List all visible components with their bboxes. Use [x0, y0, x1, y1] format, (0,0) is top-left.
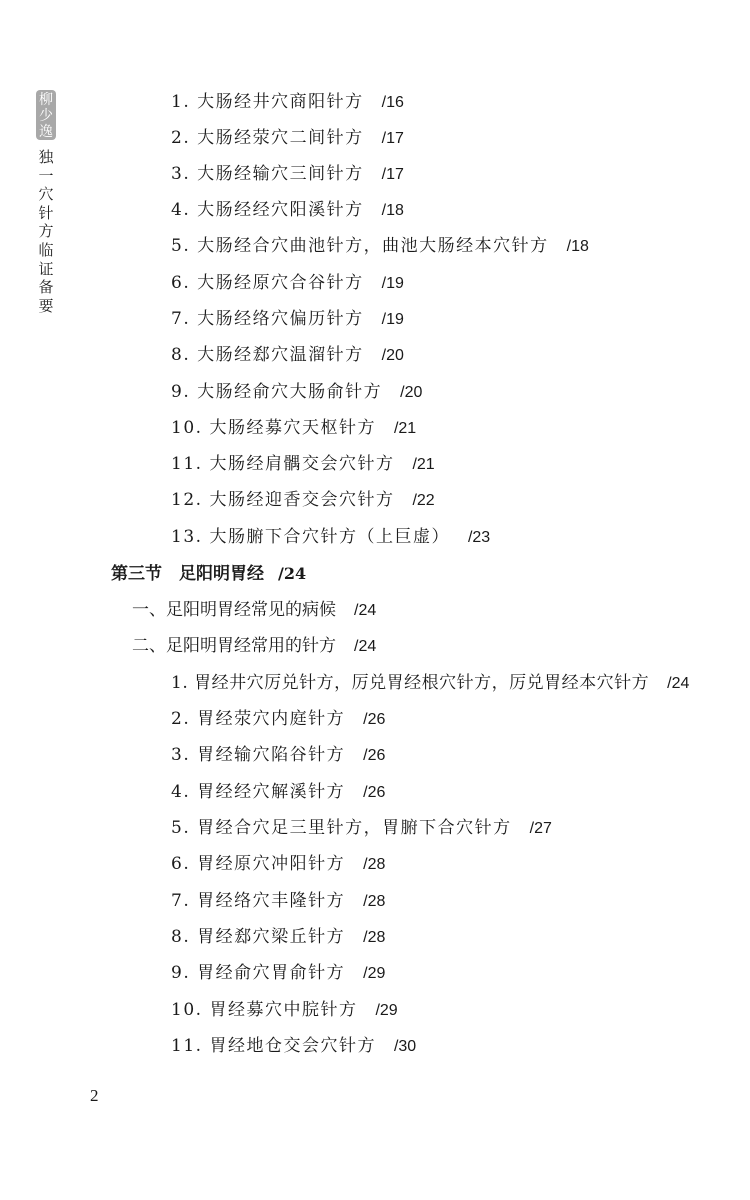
toc-entry[interactable]: [171, 1035, 416, 1058]
toc-entry-text: 5. 大肠经合穴曲池针方，曲池大肠经本穴针方: [171, 236, 549, 256]
toc-entry-text: 1. 大肠经井穴商阳针方: [171, 92, 364, 112]
toc-entry-page: /16: [381, 94, 404, 111]
toc-entry-page: /20: [400, 384, 423, 401]
toc-entry-text: 8. 胃经郄穴梁丘针方: [171, 927, 346, 947]
toc-subsection-page: /24: [354, 638, 377, 655]
toc-entry-page: /27: [529, 820, 552, 837]
toc-entry-page: /23: [467, 529, 491, 546]
toc-entry-text: 6. 胃经原穴冲阳针方: [171, 854, 346, 874]
toc-entry[interactable]: [171, 781, 385, 804]
toc-entry-text: 7. 大肠经络穴偏历针方: [171, 309, 364, 329]
toc-entry-text: 9. 胃经俞穴胃俞针方: [171, 963, 346, 983]
toc-entry-page: /28: [363, 856, 386, 873]
toc-subsection-page: /24: [354, 602, 377, 619]
toc-entry[interactable]: [171, 890, 385, 913]
toc-entry[interactable]: [171, 344, 404, 367]
toc-entry[interactable]: [171, 526, 490, 549]
toc-entry-page: /19: [381, 311, 404, 328]
toc-entry-page: /29: [375, 1002, 398, 1019]
toc-entry-page: /21: [412, 456, 435, 473]
toc-entry[interactable]: [171, 235, 589, 258]
toc-entry[interactable]: [171, 672, 689, 695]
toc-section-title: 第三节 足阳明胃经: [111, 564, 264, 584]
toc-entry-text: 3. 胃经输穴陷谷针方: [171, 745, 346, 765]
toc-entry-text: 9. 大肠经俞穴大肠俞针方: [171, 382, 383, 402]
toc-entry[interactable]: [171, 999, 398, 1022]
toc-entry[interactable]: [171, 127, 404, 150]
toc-entry-text: 2. 大肠经荥穴二间针方: [171, 128, 364, 148]
toc-entry-page: /18: [381, 202, 404, 219]
book-title-vertical: 独一穴针方临证备要: [38, 148, 54, 315]
toc-entry-text: 4. 大肠经经穴阳溪针方: [171, 200, 364, 220]
toc-entry[interactable]: [171, 744, 385, 767]
page-number: 2: [90, 1086, 99, 1105]
toc-entry-page: /29: [363, 965, 386, 982]
toc-entry-text: 11. 胃经地仓交会穴针方: [171, 1036, 376, 1056]
toc-entry-page: /22: [412, 492, 435, 509]
toc-entry[interactable]: [171, 381, 422, 404]
toc-entry-page: /17: [381, 130, 404, 147]
toc-entry-page: /19: [381, 275, 404, 292]
author-seal: 柳少逸: [36, 90, 56, 140]
toc-entry-page: /28: [363, 893, 386, 910]
toc-entry[interactable]: [171, 308, 404, 331]
toc-entry[interactable]: [171, 926, 385, 949]
toc-entry-page: /24: [667, 675, 690, 692]
toc-entry-page: /26: [363, 747, 386, 764]
toc-entry-page: /30: [393, 1038, 417, 1055]
toc-entry-text: 1. 胃经井穴厉兑针方，厉兑胃经根穴针方，厉兑胃经本穴针方: [171, 673, 650, 693]
toc-entry-text: 8. 大肠经郄穴温溜针方: [171, 345, 364, 365]
toc-entry-text: 11. 大肠经肩髃交会穴针方: [171, 454, 395, 474]
toc-entry[interactable]: [171, 708, 385, 731]
toc-section-page: /24: [278, 564, 307, 583]
toc-entry[interactable]: [171, 853, 385, 876]
toc-entry-text: 13. 大肠腑下合穴针方（上巨虚）: [171, 527, 450, 547]
toc-entry[interactable]: [171, 272, 404, 295]
toc-entry[interactable]: [171, 417, 416, 440]
toc-entry-text: 10. 大肠经募穴天枢针方: [171, 418, 376, 438]
toc-entry-text: 2. 胃经荥穴内庭针方: [171, 709, 346, 729]
toc-entry[interactable]: [171, 453, 435, 476]
toc-entry-page: /17: [381, 166, 404, 183]
toc-entry[interactable]: [171, 163, 404, 186]
toc-entry-page: /21: [393, 420, 417, 437]
toc-entry-text: 6. 大肠经原穴合谷针方: [171, 273, 364, 293]
toc-subsection[interactable]: [132, 599, 376, 622]
toc-subsection-text: 二、足阳明胃经常用的针方: [132, 636, 336, 656]
toc-entry[interactable]: [171, 199, 404, 222]
toc-entry-text: 7. 胃经络穴丰隆针方: [171, 891, 346, 911]
toc-entry-text: 12. 大肠经迎香交会穴针方: [171, 490, 395, 510]
toc-entry-text: 3. 大肠经输穴三间针方: [171, 164, 364, 184]
toc-entry-page: /26: [363, 784, 386, 801]
toc-entry-text: 10. 胃经募穴中脘针方: [171, 1000, 358, 1020]
toc-entry[interactable]: [171, 962, 385, 985]
toc-entry-page: /26: [363, 711, 386, 728]
toc-entry[interactable]: [171, 817, 552, 840]
toc-entry-text: 5. 胃经合穴足三里针方，胃腑下合穴针方: [171, 818, 512, 838]
toc-subsection[interactable]: [132, 635, 376, 658]
toc-entry-text: 4. 胃经经穴解溪针方: [171, 782, 346, 802]
toc-entry-page: /28: [363, 929, 386, 946]
toc-entry-page: /18: [566, 238, 589, 255]
toc-section-heading[interactable]: [111, 563, 306, 585]
sidebar: [36, 90, 58, 315]
toc-entry[interactable]: [171, 91, 404, 114]
toc-entry-page: /20: [381, 347, 404, 364]
toc-entry[interactable]: [171, 489, 435, 512]
toc-subsection-text: 一、足阳明胃经常见的病候: [132, 600, 336, 620]
